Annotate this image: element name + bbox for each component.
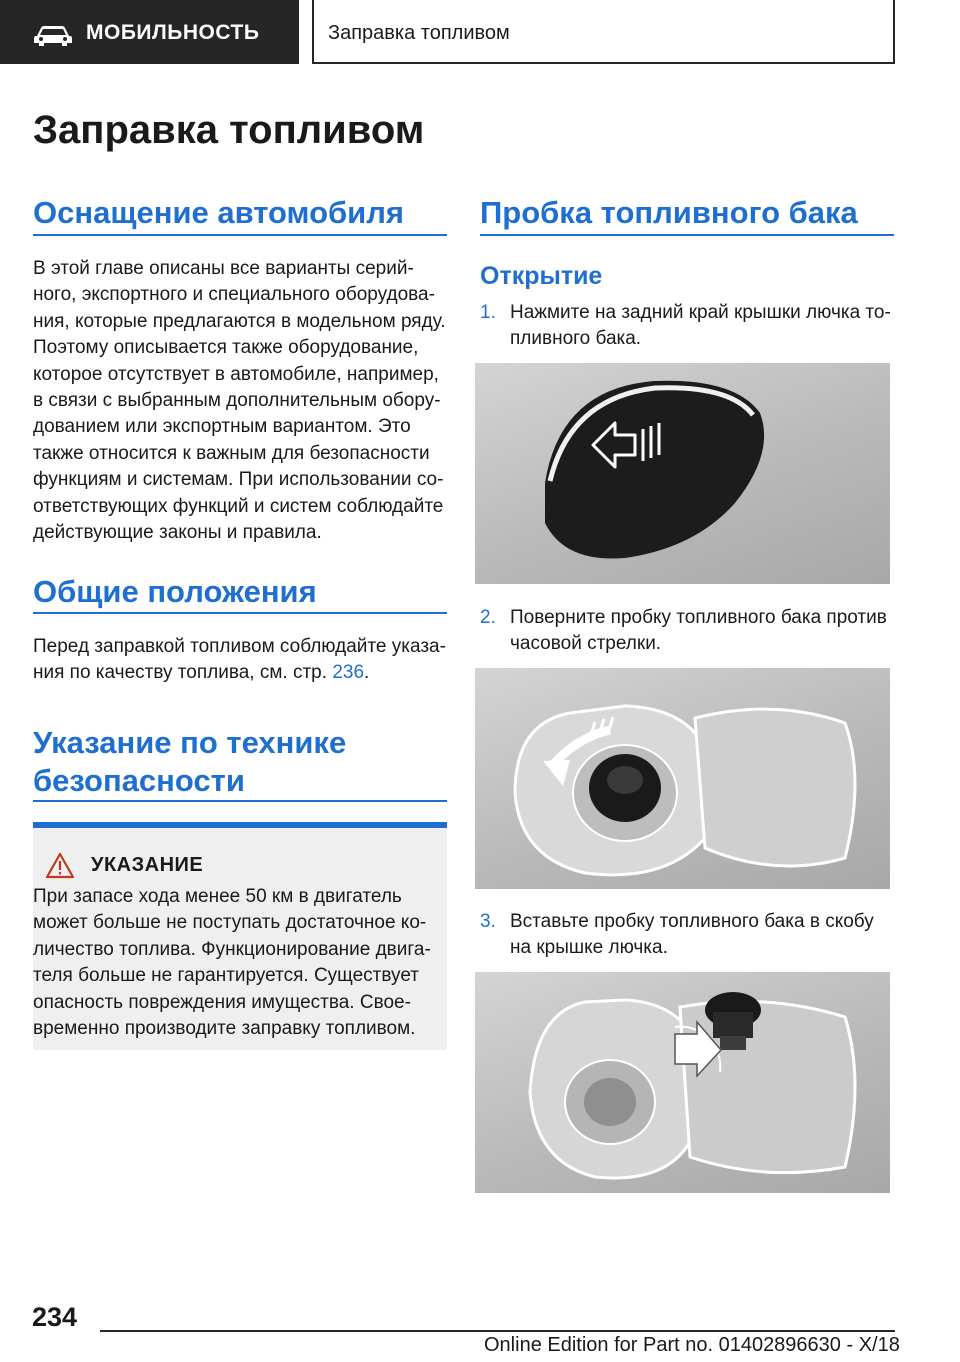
text-line: личество топлива. Функционирование двига- — [33, 938, 431, 960]
general-paragraph — [33, 634, 453, 687]
step-3 — [480, 909, 892, 965]
warning-text — [33, 884, 447, 1042]
page-number: 234 — [32, 1302, 78, 1332]
section-tab — [0, 0, 299, 64]
step-text — [510, 300, 892, 353]
text-line: Поверните пробку топливного бака против — [510, 607, 887, 628]
fuel-cap-turn-illustration — [475, 668, 890, 889]
warning-triangle-icon — [45, 852, 75, 879]
text-line: пливного бака. — [510, 328, 642, 350]
step-text — [510, 605, 892, 658]
text-line: Поэтому описывается также оборудование, — [33, 337, 419, 359]
heading-general: Общие положения — [33, 574, 317, 609]
figure-turn-cap — [475, 668, 890, 889]
warning-box — [33, 822, 447, 1050]
car-icon — [34, 24, 72, 46]
section-title: МОБИЛЬНОСТЬ — [86, 21, 260, 44]
text-line: дованием или экспортным вариантом. Это — [33, 416, 411, 438]
text-line: действующие законы и правила. — [33, 522, 322, 544]
breadcrumb-label: Заправка топливом — [328, 22, 510, 44]
footer-rule — [100, 1330, 895, 1332]
text-line: При запасе хода менее 50 км в двигатель — [33, 886, 402, 907]
text-line: Перед заправкой топливом соблюдайте указа- — [33, 636, 446, 657]
text-line: часовой стрелки. — [510, 633, 662, 655]
text-line: теля больше не гарантируется. Существует — [33, 965, 419, 987]
text-line: опасность повреждения имущества. Свое- — [33, 991, 411, 1013]
footer-edition: Online Edition for Part no. 01402896630 - X/18 — [484, 1334, 900, 1356]
text-line: на крышке лючка. — [510, 937, 668, 959]
step-text — [510, 909, 892, 962]
text-line: Нажмите на задний край крышки лючка то- — [510, 302, 891, 323]
heading-rule — [33, 612, 447, 614]
fuel-cap-holder-illustration — [475, 972, 890, 1193]
text-line: функциям и системам. При использовании со- — [33, 469, 444, 491]
text-line: которое отсутствует в автомобиле, например, — [33, 363, 439, 385]
heading-fuel-cap: Пробка топливного бака — [480, 195, 858, 230]
subheading-opening: Открытие — [480, 262, 603, 290]
text-fragment: . — [364, 662, 370, 684]
text-line: временно производите заправку топливом. — [33, 1018, 416, 1040]
step-number: 2. — [480, 607, 496, 628]
step-1 — [480, 300, 892, 356]
step-2 — [480, 605, 892, 661]
step-number: 1. — [480, 302, 496, 323]
heading-rule — [33, 800, 447, 802]
heading-rule — [33, 234, 447, 236]
fuel-flap-press-illustration — [475, 363, 890, 584]
warning-title: УКАЗАНИЕ — [91, 854, 204, 876]
text-line: ного, экспортного и специального оборудова- — [33, 284, 435, 306]
figure-insert-cap — [475, 972, 890, 1193]
text-line: ния, которые предлагаются в модельном ряду. — [33, 310, 446, 332]
text-line: ответствующих функций и систем соблюдайте — [33, 495, 444, 517]
heading-line: Указание по технике — [33, 725, 347, 760]
text-fragment: ния по качеству топлива, см. стр. — [33, 662, 328, 684]
text-line: также относится к важным для безопасности — [33, 442, 430, 464]
text-line — [33, 660, 453, 686]
page-link[interactable]: 236 — [332, 662, 365, 684]
text-line: Вставьте пробку топливного бака в скобу — [510, 911, 874, 932]
page-title: Заправка топливом — [33, 108, 425, 152]
text-line: В этой главе описаны все варианты серий- — [33, 258, 414, 279]
text-line: может больше не поступать достаточное ко- — [33, 912, 427, 934]
figure-press-flap — [475, 363, 890, 584]
heading-safety — [33, 724, 346, 800]
breadcrumb — [312, 0, 895, 64]
heading-rule — [480, 234, 894, 236]
text-line: в связи с выбранным дополнительным обору- — [33, 390, 441, 412]
heading-line: безопасности — [33, 763, 245, 798]
equipment-paragraph — [33, 256, 453, 546]
step-number: 3. — [480, 911, 496, 932]
heading-equipment: Оснащение автомобиля — [33, 195, 404, 230]
